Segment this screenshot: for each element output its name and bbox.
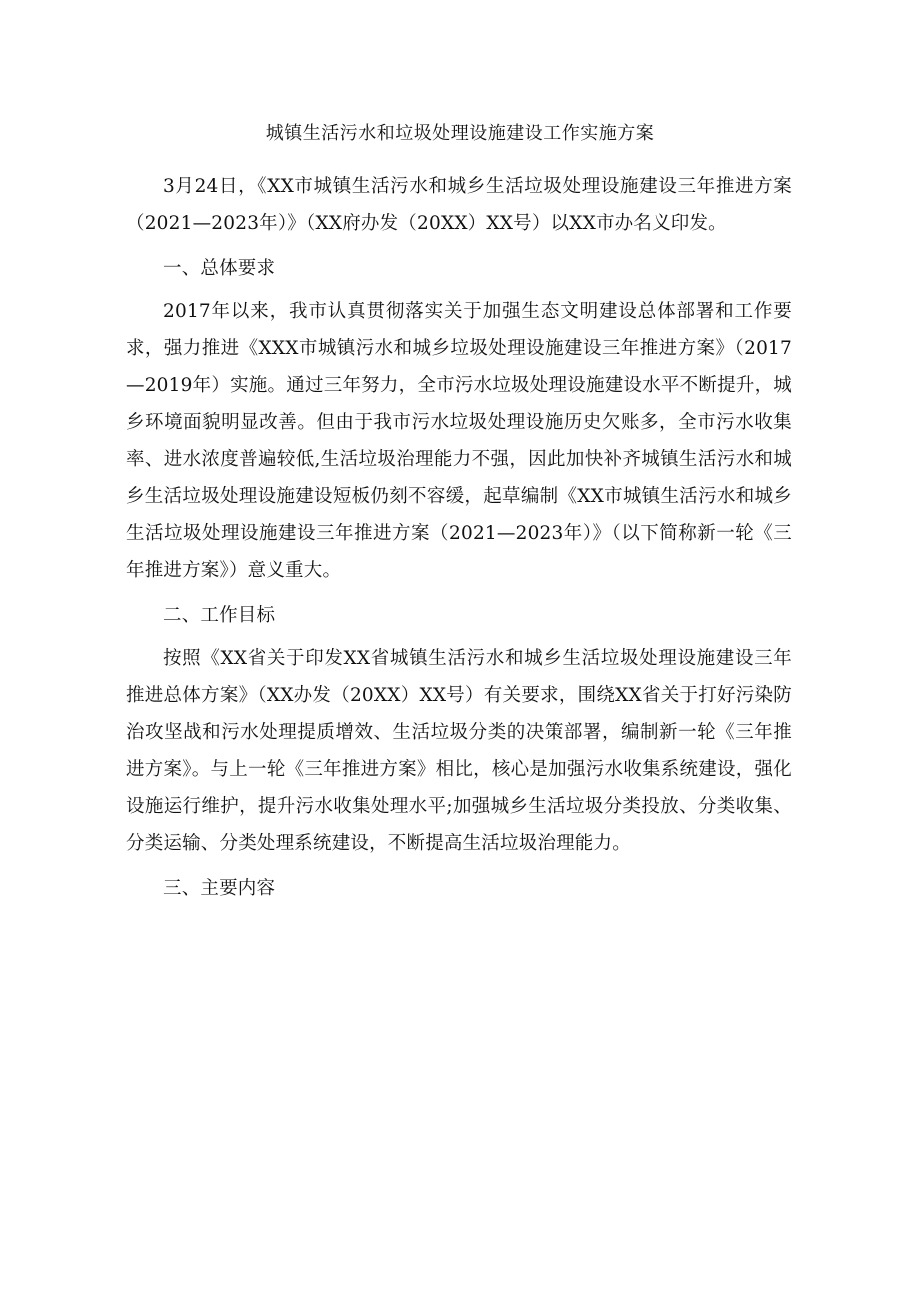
section-heading-work-goals: 二、工作目标 bbox=[163, 605, 276, 626]
document-title: 城镇生活污水和垃圾处理设施建设工作实施方案 bbox=[265, 123, 655, 144]
intro-paragraph: 3月24日，《XX市城镇生活污水和城乡生活垃圾处理设施建设三年推进方案（2021—2023年）》（XX府办发（20XX）XX号）以XX市办名义印发。 bbox=[126, 176, 792, 234]
work-goals-paragraph: 按照《XX省关于印发XX省城镇生活污水和城乡生活垃圾处理设施建设三年推进总体方案》（XX办发（20XX）XX号）有关要求，围绕XX省关于打好污染防治攻坚战和污水处理提质增效、生活垃圾分类的决策部署，编制新一轮《三年推进方案》。与上一轮《三年推进方案》相比，核心是加强污水收集系统建设，强化设施运行维护，提升污水收集处理水平;加强城乡生活垃圾分类投放、分类收集、分类运输、分类处理系统建设，不断提高生活垃圾治理能力。 bbox=[126, 648, 792, 854]
general-requirements-paragraph: 2017年以来，我市认真贯彻落实关于加强生态文明建设总体部署和工作要求，强力推进《XXX市城镇污水和城乡垃圾处理设施建设三年推进方案》（2017—2019年）实施。通过三年努力，全市污水垃圾处理设施建设水平不断提升，城乡环境面貌明显改善。但由于我市污水垃圾处理设施历史欠账多，全市污水收集率、进水浓度普遍较低,生活垃圾治理能力不强，因此加快补齐城镇生活污水和城乡生活垃圾处理设施建设短板仍刻不容缓，起草编制《XX市城镇生活污水和城乡生活垃圾处理设施建设三年推进方案（2021—2023年）》（以下简称新一轮《三年推进方案》）意义重大。 bbox=[126, 301, 792, 581]
section-heading-general-requirements: 一、总体要求 bbox=[163, 258, 276, 279]
document-body bbox=[126, 168, 792, 913]
section-heading-main-content: 三、主要内容 bbox=[163, 878, 276, 899]
